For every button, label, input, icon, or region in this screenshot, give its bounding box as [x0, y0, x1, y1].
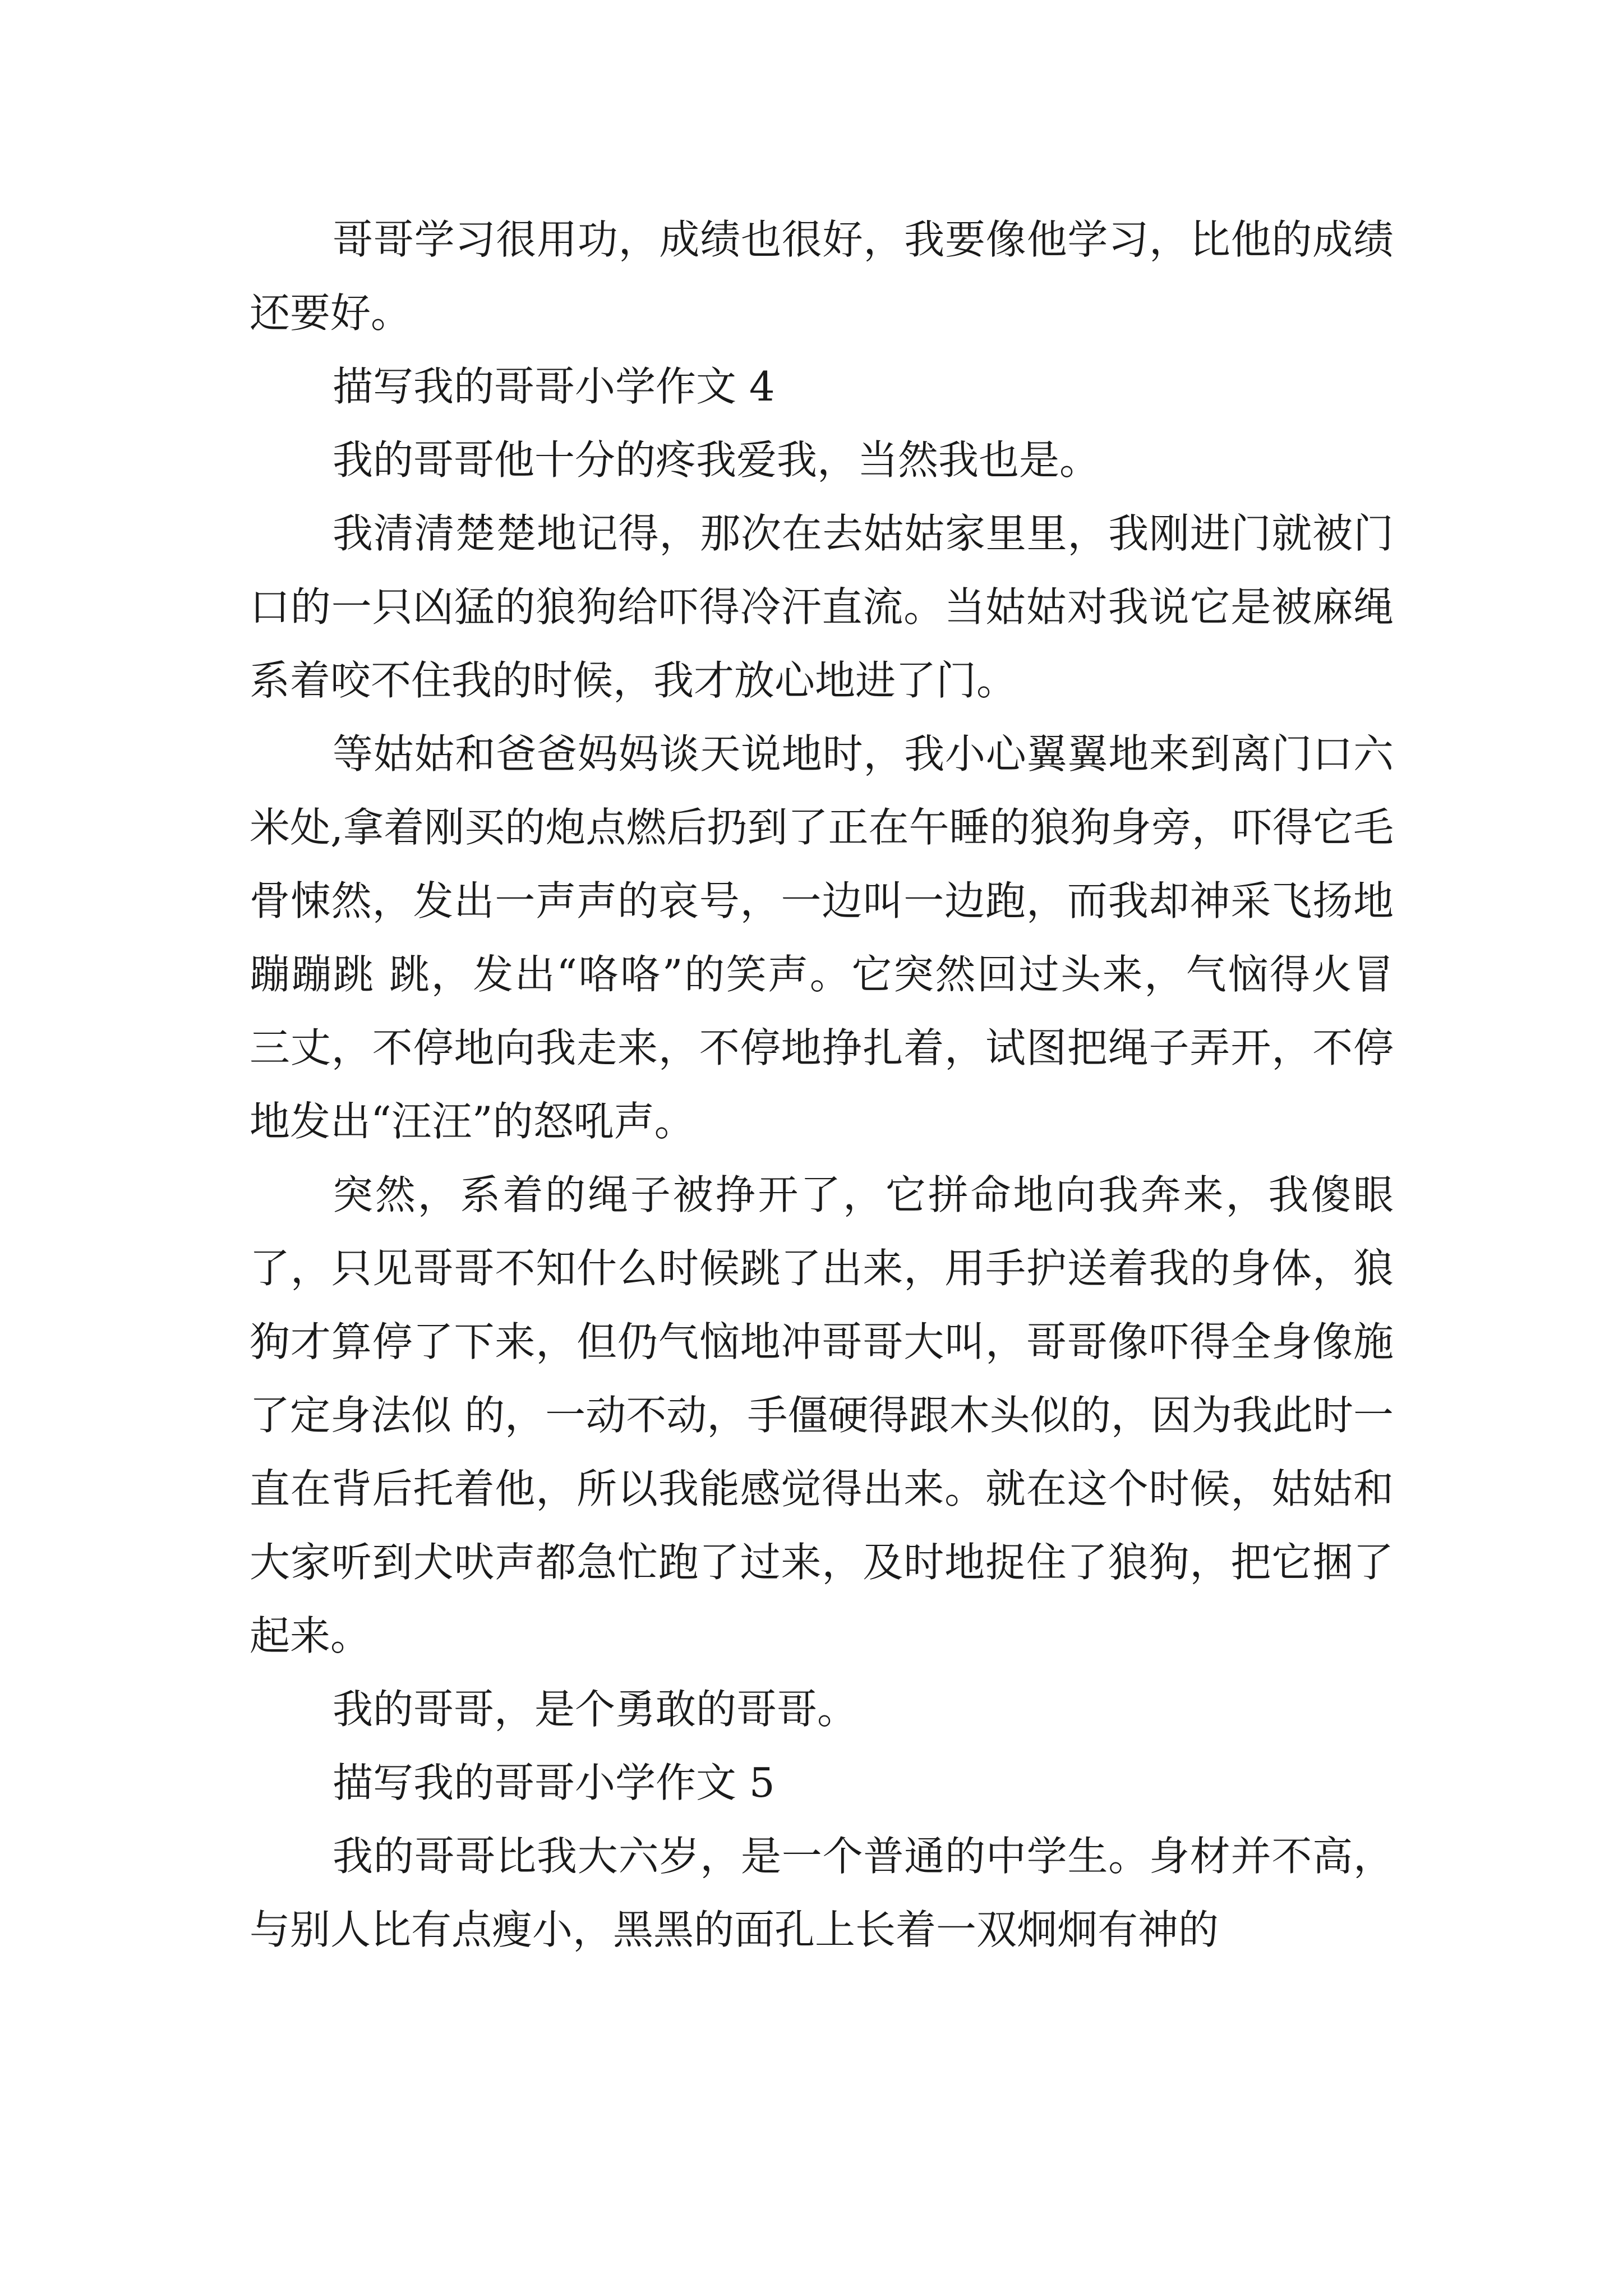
paragraph-5: 突然，系着的绳子被挣开了，它拼命地向我奔来，我傻眼了，只见哥哥不知什么时候跳了出来，用手护送着我的身体，狼狗才算停了下来，但仍气恼地冲哥哥大叫，哥哥像吓得全身像施了定身法似 的，一动不动，手僵硬得跟木头似的，因为我此时一直在背后托着他，所以我能感觉得出来。就在这个时候，姑姑和大家听到犬吠声都急忙跑了过来，及时地捉住了狼狗，把它捆了起来。: [250, 1171, 1394, 1659]
paragraph-2: 我的哥哥他十分的疼我爱我，当然我也是。: [333, 436, 1100, 484]
paragraph-3: 我清清楚楚地记得，那次在去姑姑家里里，我刚进门就被门口的一只凶猛的狼狗给吓得冷汗直流。当姑姑对我说它是被麻绳系着咬不住我的时候，我才放心地进了门。: [250, 510, 1394, 704]
document-body: [250, 203, 1394, 1967]
paragraph-6: 我的哥哥，是个勇敢的哥哥。: [333, 1686, 858, 1733]
section-heading-4: 描写我的哥哥小学作文 4: [333, 363, 775, 410]
paragraph-1: 哥哥学习很用功，成绩也很好，我要像他学习，比他的成绩还要好。: [250, 216, 1394, 337]
paragraph-7: 我的哥哥比我大六岁，是一个普通的中学生。身材并不高，与别人比有点瘦小，黑黑的面孔上长着一双炯炯有神的: [250, 1833, 1394, 1953]
section-heading-5: 描写我的哥哥小学作文 5: [333, 1759, 775, 1806]
paragraph-4: 等姑姑和爸爸妈妈谈天说地时，我小心翼翼地来到离门口六米处,拿着刚买的炮点燃后扔到了正在午睡的狼狗身旁，吓得它毛骨悚然，发出一声声的哀号，一边叫一边跑，而我却神采飞扬地蹦蹦跳 跳，发出“咯咯”的笑声。它突然回过头来，气恼得火冒三丈，不停地向我走来，不停地挣扎着，试图把绳子弄开，不停地发出“汪汪”的怒吼声。: [250, 730, 1394, 1145]
